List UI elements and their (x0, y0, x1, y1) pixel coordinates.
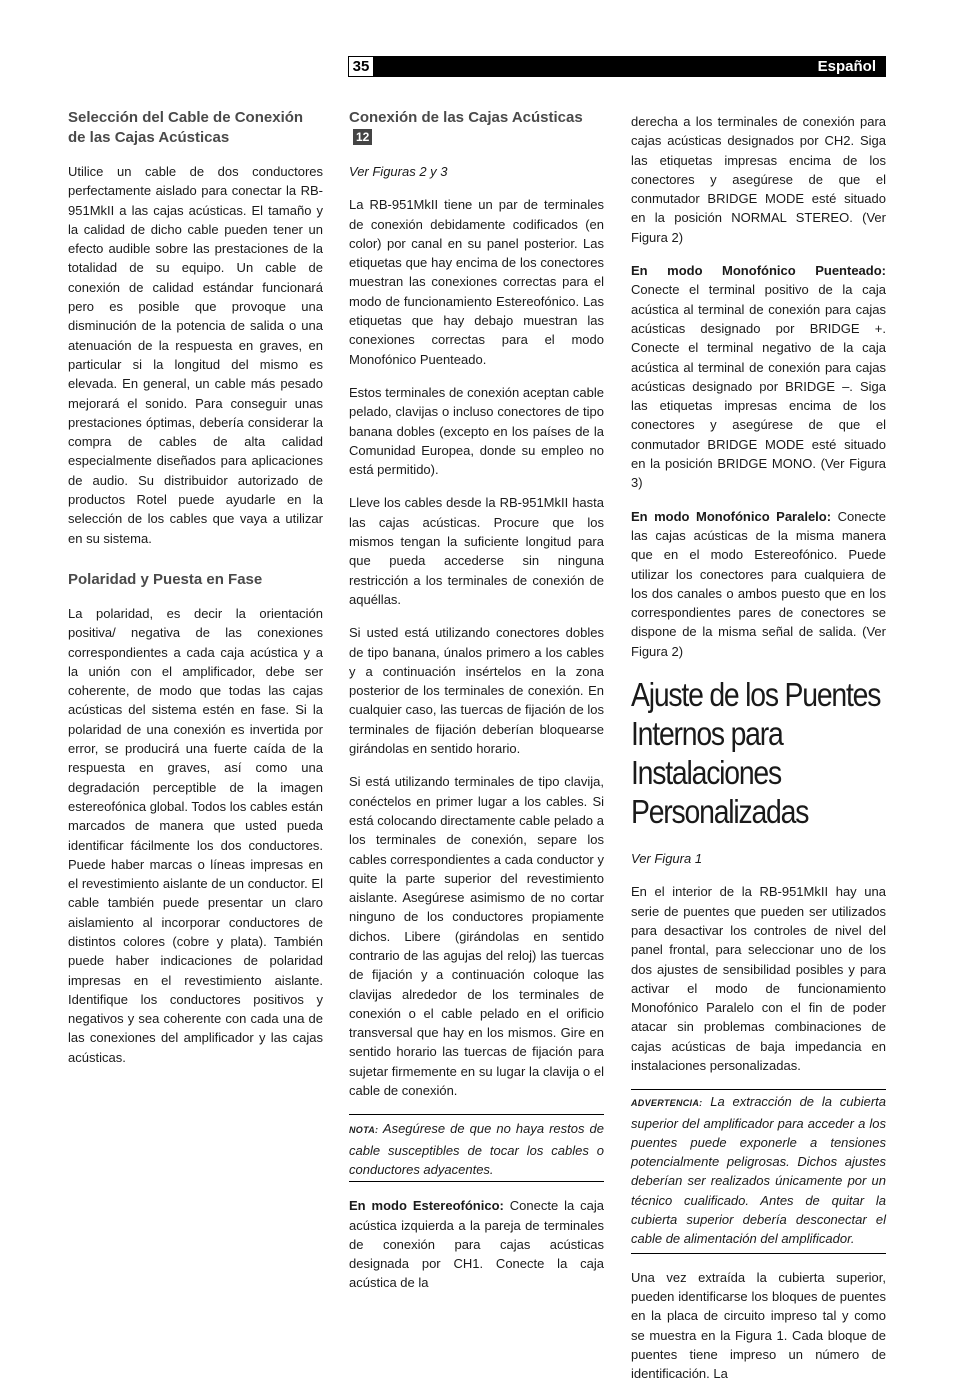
bridged-mode-lead: En modo Monofónico Puenteado: (631, 263, 886, 279)
paragraph-jumper-blocks: Una vez extraída la cubierta superior, pueden identificarse los bloques de puentes en la placa de circuito impreso tal y como se muestra en la Figura 1. Cada bloque de puentes tiene impreso un número de identificación. La (631, 1269, 886, 1382)
paragraph-terminals: La RB-951MkII tiene un par de terminales de conexión debidamente codificados (en color) por canal en su panel posterior. Las etiquetas que hay encima de los conectores muestran las conexiones correctas para el modo de funcionamiento Estereofónico. Las etiquetas que hay debajo muestran las conexiones correctas para el modo Monofónico Puenteado. (349, 197, 604, 367)
page-header-bar (348, 56, 886, 77)
paragraph-cable: Utilice un cable de dos conductores perfectamente aislado para conectar la RB-951MkII a las cajas acústicas. El tamaño y la calidad de dicho cable pueden tener un efecto audible sobre las prestaciones de la totalidad de su equipo. Un cable de conexión de calidad estándar funcionará pero es posible que provoque una disminución de la potencia de salida o una atenuación de la respuesta en graves, en particular si la longitud del mismo es elevada. En general, un cable más pesado mejorará el sonido. Para conseguir unas prestaciones óptimas, debería considerar la compra de cables de alta calidad especialmente diseñados para aplicaciones de audio. Su distribuidor autorizado de productos Rotel puede ayudarle en la selección de los cables que vaya a utilizar en su sistema. (68, 164, 323, 546)
paragraph-polarity: La polaridad, es decir la orientación positiva/ negativa de las conexiones correspondientes a cada caja acústica y a la unión con el amplificador, debe ser coherente, de modo que todas las cajas acústicas del sistema estén en fase. Si la polaridad de una conexión es invertida por error, se producirá una fuerte caída de la respuesta en graves, así como una degradación perceptible de la imagen estereofónica global. Todos los cables están marcados de manera que usted pueda identificar fácilmente los dos conductores. Puede haber marcas o líneas impresas en el revestimiento aislante de un conductor. El cable también puede presentar un claro aislamiento al incorporar conductores de distintos colores (cobre y plata). También puede haber indicaciones de polaridad impresas en el revestimiento aislante. Identifique los conductores positivos y negativos y sea coherente con cada una de las conexiones del amplificador y las cajas acústicas. (68, 605, 323, 1065)
section-heading-connection (349, 108, 604, 148)
paragraph-bridged-mode (631, 261, 886, 493)
note-label: NOTA: (349, 1125, 379, 1136)
paragraph-stereo-continued: derecha a los terminales de conexión para cajas acústicas designados por CH2. Siga las etiquetas impresas encima de los conectores y asegúrese de que el conmutador BRIDGE MODE esté situado en la posición NORMAL STEREO. (Ver Figura 2) (631, 114, 886, 245)
note-text: Asegúrese de que no haya restos de cable susceptibles de tocar los cables o conductores adyacentes. (349, 1121, 604, 1177)
paragraph-banana: Si usted está utilizando conectores dobles de tipo banana, únalos primero a los cables y a continuación insértelos en la zona posterior de los terminales de conexión. En cualquier caso, las tuercas de fijación de los terminales de fijación deberían bloquearse girándolas en sentido horario. (349, 625, 604, 757)
paragraph-jumpers: En el interior de la RB-951MkII hay una serie de puentes que pueden ser utilizados para desactivar los controles de nivel del panel frontal, para seleccionar uno de los dos ajustes de sensibilidad posibles y para activar el modo de funcionamiento Monofónico Paralelo con el fin de poder atacar sin problemas combinaciones de cajas acústicas de baja impedancia en instalaciones personalizadas. (631, 884, 886, 1073)
paragraph-accepted-cables: Estos terminales de conexión aceptan cable pelado, clavijas o incluso conectores de tipo banana dobles (excepto en los países de la Comunidad Europea, donde su empleo no está permitido). (349, 384, 604, 478)
paragraph-stereo-mode (349, 1196, 604, 1292)
note-box (349, 1114, 604, 1182)
warning-text: La extracción de la cubierta superior del amplificador para acceder a los puentes puede exponerle a tensiones potencialmente peligrosas. Dichos ajustes deberían ser realizados únicamente por un técnico cualificado. Antes de quitar la cubierta superior debería desconectar el cable de alimentación del amplificador. (631, 1094, 886, 1247)
figure-reference-1: Ver Figura 1 (631, 851, 703, 867)
section-heading-cable: Selección del Cable de Conexión de las Cajas Acústicas (68, 109, 304, 146)
paragraph-parallel-mode (631, 507, 886, 661)
page-number: 35 (348, 56, 374, 77)
warning-label: ADVERTENCIA: (631, 1098, 703, 1109)
column-right (631, 112, 886, 1397)
section-heading-connection-text: Conexión de las Cajas Acústicas (349, 109, 583, 126)
parallel-mode-text: Conecte las cajas acústicas de la misma manera que en el modo Estereofónico. Puede utilizar los conectores para cualquiera de los dos canales o ambos puesto que en los correspondientes pares de conectores se dispone de la misma señal de salida. (Ver Figura 2) (631, 508, 886, 659)
figure-badge: 12 (353, 129, 372, 145)
column-middle (349, 108, 604, 1307)
column-left (68, 108, 323, 1081)
figure-reference: Ver Figuras 2 y 3 (349, 164, 448, 179)
paragraph-route-cables: Lleve los cables desde la RB-951MkII hasta las cajas acústicas. Procure que los mismos tengan la suficiente longitud para que pueda accederse sin ninguna restricción a los terminales de conexión de aquéllas. (349, 495, 604, 607)
stereo-mode-text: Conecte la caja acústica izquierda a la pareja de terminales de conexión para cajas acústicas designada por CH1. Conecte la caja acústica de la (349, 1198, 604, 1291)
section-heading-polarity: Polaridad y Puesta en Fase (68, 570, 263, 588)
paragraph-spade: Si está utilizando terminales de tipo clavija, conéctelos en primer lugar a los cables. Si está colocando directamente cable pelado a los terminales de conexión, separe los cables correspondientes a cada conductor y quite la parte superior del revestimiento aislante. Asegúrese asimismo de no cortar ninguno de los conductores propiamente dichos. Libere (girándolas en sentido contrario de las agujas del reloj) las tuercas de fijación y a continuación coloque las clavijas alrededor de los terminales de conexión o el cable pelado en el orificio transversal que hay en los mismos. Gire en sentido horario las tuercas de fijación para sujetar firmemente en su lugar la clavija o el cable de conexión. (349, 774, 604, 1099)
warning-box (631, 1089, 886, 1253)
stereo-mode-lead: En modo Estereofónico: (349, 1198, 504, 1214)
language-label: Español (817, 58, 876, 75)
bridged-mode-text: Conecte el terminal positivo de la caja acústica al terminal de conexión para cajas acústicas designado por BRIDGE +. Conecte el terminal negativo de la caja acústica al terminal de conexión para cajas acústicas designado por BRIDGE –. Siga las etiquetas impresas encima de los conectores y asegúrese de que el conmutador BRIDGE MODE esté situado en la posición BRIDGE MONO. (Ver Figura 3) (631, 282, 886, 491)
parallel-mode-lead: En modo Monofónico Paralelo: (631, 508, 832, 524)
main-section-title: Ajuste de los Puentes Internos para Instalaciones Personalizadas (631, 676, 881, 831)
